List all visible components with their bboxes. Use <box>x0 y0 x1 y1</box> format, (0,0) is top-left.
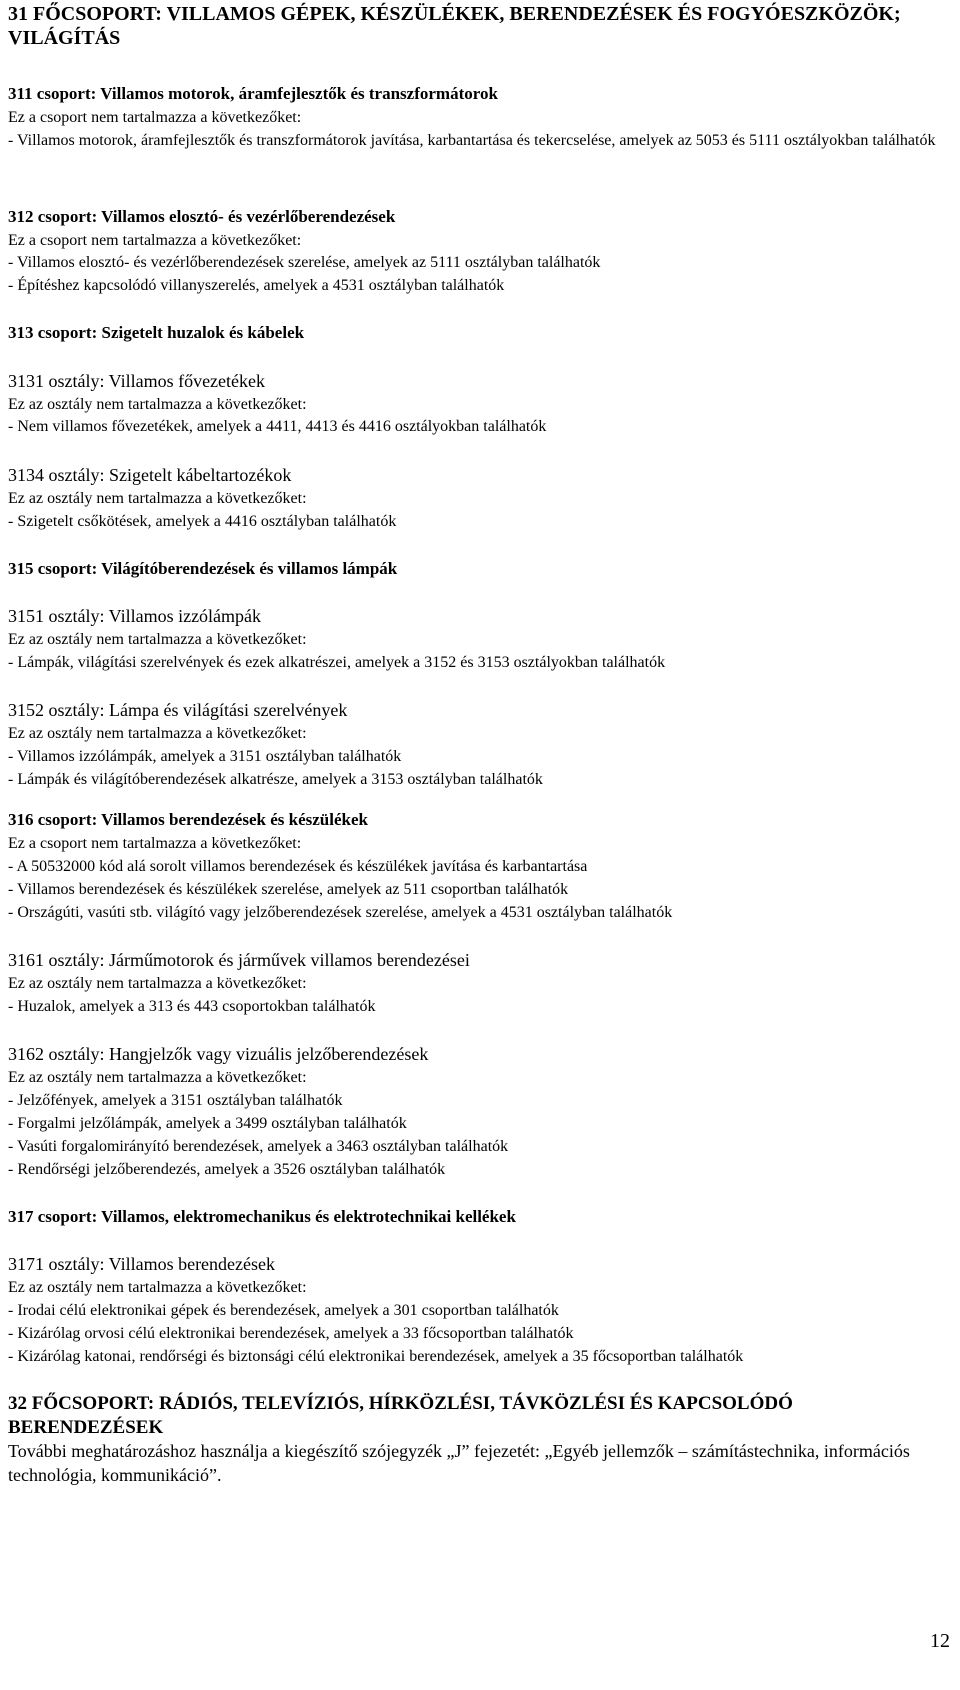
class-3152-exclusion-label: Ez az osztály nem tartalmazza a következőket: <box>8 725 307 742</box>
main-group-32-note: További meghatározáshoz használja a kiegészítő szójegyzék „J” fejezetét: „Egyéb jellemzők – számítástechnika, információs technológia, kommunikáció”. <box>8 1441 910 1485</box>
main-group-32-title: 32 FŐCSOPORT: RÁDIÓS, TELEVÍZIÓS, HÍRKÖZLÉSI, TÁVKÖZLÉSI ÉS KAPCSOLÓDÓ BERENDEZÉSEK <box>8 1393 793 1438</box>
class-3152-item: - Villamos izzólámpák, amelyek a 3151 osztályban találhatók <box>8 748 402 765</box>
group-311-heading: 311 csoport: Villamos motorok, áramfejlesztők és transzformátorok <box>8 84 498 103</box>
group-312-item: - Építéshez kapcsolódó villanyszerelés, amelyek a 4531 osztályban találhatók <box>8 277 505 294</box>
class-3162-item: - Jelzőfények, amelyek a 3151 osztályban találhatók <box>8 1092 343 1109</box>
group-316-item: - Országúti, vasúti stb. világító vagy jelzőberendezések szerelése, amelyek a 4531 osztályban találhatók <box>8 904 673 921</box>
class-3151-item: - Lámpák, világítási szerelvények és ezek alkatrészei, amelyek a 3152 és 3153 osztályokban találhatók <box>8 654 666 671</box>
group-316-heading: 316 csoport: Villamos berendezések és készülékek <box>8 810 368 829</box>
class-3151-exclusion-label: Ez az osztály nem tartalmazza a következőket: <box>8 631 307 648</box>
group-312-exclusion-label: Ez a csoport nem tartalmazza a következőket: <box>8 232 302 249</box>
class-3161-item: - Huzalok, amelyek a 313 és 443 csoportokban találhatók <box>8 998 376 1015</box>
group-311-exclusion-label: Ez a csoport nem tartalmazza a következőket: <box>8 109 302 126</box>
class-3162-item: - Forgalmi jelzőlámpák, amelyek a 3499 osztályban találhatók <box>8 1115 407 1132</box>
class-3134-heading: 3134 osztály: Szigetelt kábeltartozékok <box>8 465 292 485</box>
class-3162-item: - Rendőrségi jelzőberendezés, amelyek a 3526 osztályban találhatók <box>8 1161 446 1178</box>
class-3171-item: - Irodai célú elektronikai gépek és berendezések, amelyek a 301 csoportban találhatók <box>8 1302 559 1319</box>
group-312-item: - Villamos elosztó- és vezérlőberendezések szerelése, amelyek az 5111 osztályban találhatók <box>8 254 601 271</box>
group-316-exclusion-label: Ez a csoport nem tartalmazza a következőket: <box>8 835 302 852</box>
class-3134-item: - Szigetelt csőkötések, amelyek a 4416 osztályban találhatók <box>8 513 397 530</box>
class-3162-exclusion-label: Ez az osztály nem tartalmazza a következőket: <box>8 1069 307 1086</box>
class-3162-item: - Vasúti forgalomirányító berendezések, amelyek a 3463 osztályban találhatók <box>8 1138 509 1155</box>
group-317-heading: 317 csoport: Villamos, elektromechanikus és elektrotechnikai kellékek <box>8 1207 516 1226</box>
class-3162-heading: 3162 osztály: Hangjelzők vagy vizuális jelzőberendezések <box>8 1044 429 1064</box>
class-3134-exclusion-label: Ez az osztály nem tartalmazza a következőket: <box>8 490 307 507</box>
group-311-item: - Villamos motorok, áramfejlesztők és transzformátorok javítása, karbantartása és tekercselése, amelyek az 5053 és 5111 osztályokban találhatók <box>8 132 936 149</box>
class-3151-heading: 3151 osztály: Villamos izzólámpák <box>8 606 262 626</box>
group-312-heading: 312 csoport: Villamos elosztó- és vezérlőberendezések <box>8 207 396 226</box>
class-3161-exclusion-label: Ez az osztály nem tartalmazza a következőket: <box>8 975 307 992</box>
group-315-heading: 315 csoport: Világítóberendezések és villamos lámpák <box>8 559 398 578</box>
class-3131-exclusion-label: Ez az osztály nem tartalmazza a következőket: <box>8 396 307 413</box>
class-3131-item: - Nem villamos fővezetékek, amelyek a 4411, 4413 és 4416 osztályokban találhatók <box>8 418 547 435</box>
group-316-item: - Villamos berendezések és készülékek szerelése, amelyek az 511 csoportban találhatók <box>8 881 569 898</box>
group-316-item: - A 50532000 kód alá sorolt villamos berendezések és készülékek javítása és karbantartása <box>8 858 588 875</box>
main-group-31-title: 31 FŐCSOPORT: VILLAMOS GÉPEK, KÉSZÜLÉKEK, BERENDEZÉSEK ÉS FOGYÓESZKÖZÖK; VILÁGÍTÁS <box>8 3 901 49</box>
class-3171-item: - Kizárólag katonai, rendőrségi és biztonsági célú elektronikai berendezések, amelyek a 35 főcsoportban találhatók <box>8 1348 744 1365</box>
page-number: 12 <box>930 1630 950 1652</box>
class-3171-exclusion-label: Ez az osztály nem tartalmazza a következőket: <box>8 1279 307 1296</box>
class-3152-heading: 3152 osztály: Lámpa és világítási szerelvények <box>8 700 348 720</box>
class-3131-heading: 3131 osztály: Villamos fővezetékek <box>8 371 266 391</box>
class-3152-item: - Lámpák és világítóberendezések alkatrésze, amelyek a 3153 osztályban találhatók <box>8 771 543 788</box>
class-3171-item: - Kizárólag orvosi célú elektronikai berendezések, amelyek a 33 főcsoportban találhatók <box>8 1325 574 1342</box>
group-313-heading: 313 csoport: Szigetelt huzalok és kábelek <box>8 323 305 342</box>
class-3161-heading: 3161 osztály: Járműmotorok és járművek villamos berendezései <box>8 950 470 970</box>
class-3171-heading: 3171 osztály: Villamos berendezések <box>8 1254 276 1274</box>
